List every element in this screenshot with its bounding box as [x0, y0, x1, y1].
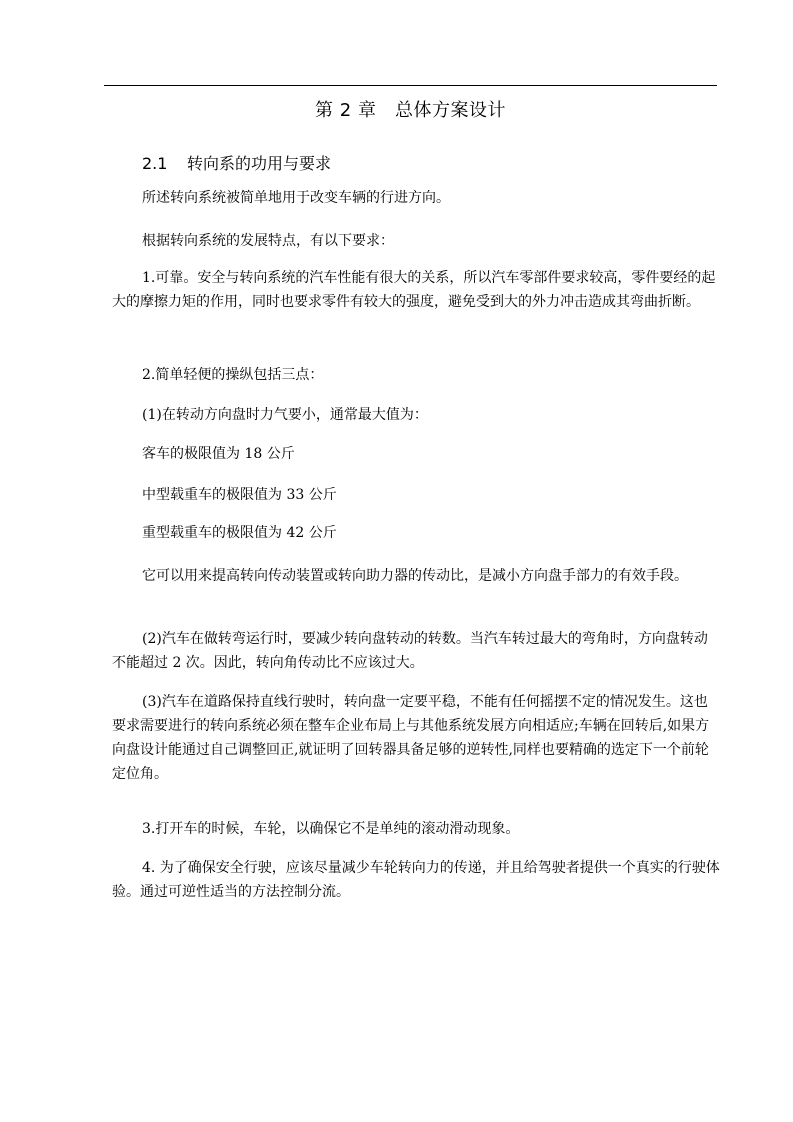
paragraph: 所述转向系统被简单地用于改变车辆的行进方向。: [142, 190, 450, 206]
paragraph: (1)在转动方向盘时力气要小，通常最大值为：: [142, 407, 428, 423]
paragraph: 它可以用来提高转向传动装置或转向助力器的传动比，是减小方向盘手部力的有效手段。: [142, 568, 688, 584]
chapter-title: 第 2 章 总体方案设计: [315, 100, 506, 121]
paragraph: (2)汽车在做转弯运行时，要减少转向盘转动的转数。当汽车转过最大的弯角时，方向盘转动不能超过 2 次。因此，转向角传动比不应该过大。: [112, 631, 708, 671]
section-title: 转向系的功用与要求: [187, 154, 332, 173]
paragraph: 重型载重车的极限值为 42 公斤: [142, 525, 337, 541]
paragraph: (3)汽车在道路保持直线行驶时，转向盘一定要平稳，不能有任何摇摆不定的情况发生。这也要求需要进行的转向系统必须在整车企业布局上与其他系统发展方向相适应;车辆在回转后,如果方向盘设计能通过自己调整回正,就证明了回转器具备足够的逆转性,同样也要精确的选定下一个前轮定位角。: [112, 694, 710, 782]
header-rule: [104, 85, 717, 86]
paragraph: 中型载重车的极限值为 33 公斤: [142, 487, 337, 503]
paragraph: 客车的极限值为 18 公斤: [142, 446, 295, 462]
paragraph: 4. 为了确保安全行驶，应该尽量减少车轮转向力的传递，并且给驾驶者提供一个真实的行驶体验。通过可逆性适当的方法控制分流。: [112, 860, 720, 900]
paragraph: 根据转向系统的发展特点，有以下要求：: [142, 233, 394, 249]
paragraph: 2.简单轻便的操纵包括三点：: [142, 367, 324, 383]
section-number: 2.1: [142, 154, 168, 173]
paragraph: 3.打开车的时候，车轮，以确保它不是单纯的滚动滑动现象。: [142, 821, 520, 837]
section-heading: [142, 151, 331, 174]
paragraph: 1.可靠。安全与转向系统的汽车性能有很大的关系，所以汽车零部件要求较高，零件要经的起大的摩擦力矩的作用，同时也要求零件有较大的强度，避免受到大的外力冲击造成其弯曲折断。: [112, 270, 716, 310]
